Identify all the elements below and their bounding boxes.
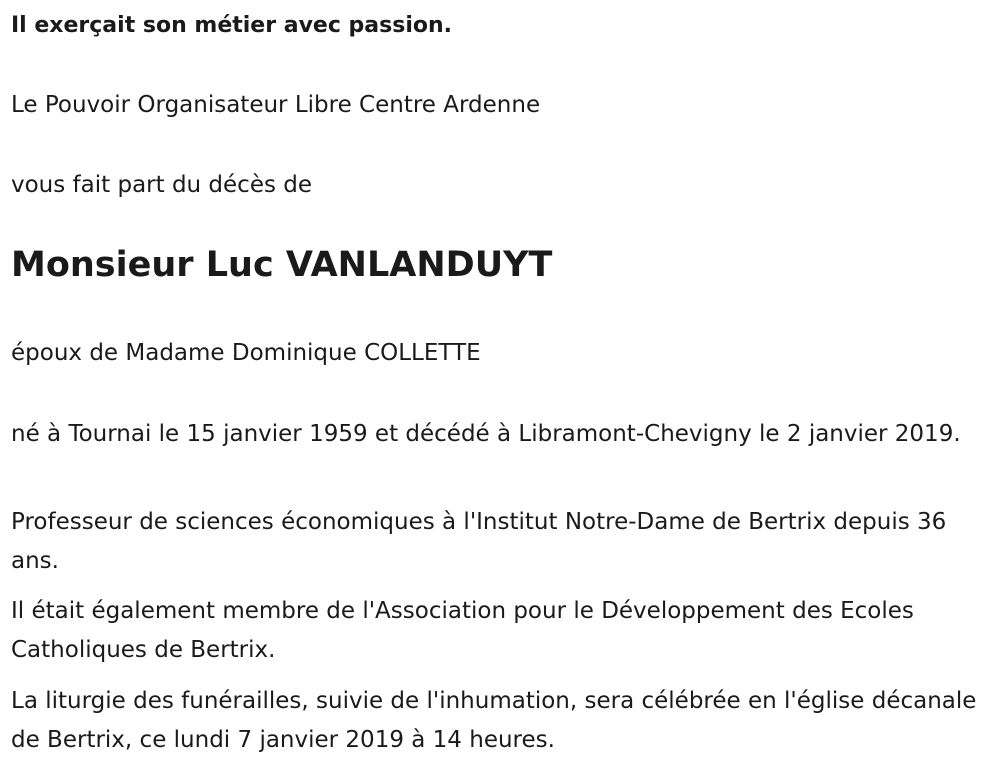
spouse-line: époux de Madame Dominique COLLETTE <box>11 340 481 366</box>
profession-paragraph: Professeur de sciences économiques à l'Institut Notre-Dame de Bertrix depuis 36 ans. <box>11 509 947 574</box>
birth-death-paragraph: né à Tournai le 15 janvier 1959 et décédé à Libramont-Chevigny le 2 janvier 2019. <box>11 421 961 447</box>
announcer-line: Le Pouvoir Organisateur Libre Centre Ardenne <box>11 92 541 118</box>
membership-paragraph: Il était également membre de l'Association pour le Développement des Ecoles Catholiques de Bertrix. <box>11 598 914 663</box>
deceased-name: Monsieur Luc VANLANDUYT <box>11 245 553 285</box>
headline: Il exerçait son métier avec passion. <box>11 13 452 38</box>
funeral-paragraph: La liturgie des funérailles, suivie de l'inhumation, sera célébrée en l'église décanale de Bertrix, ce lundi 7 janvier 2019 à 14 heures. <box>11 688 977 753</box>
intro-line: vous fait part du décès de <box>11 172 313 198</box>
